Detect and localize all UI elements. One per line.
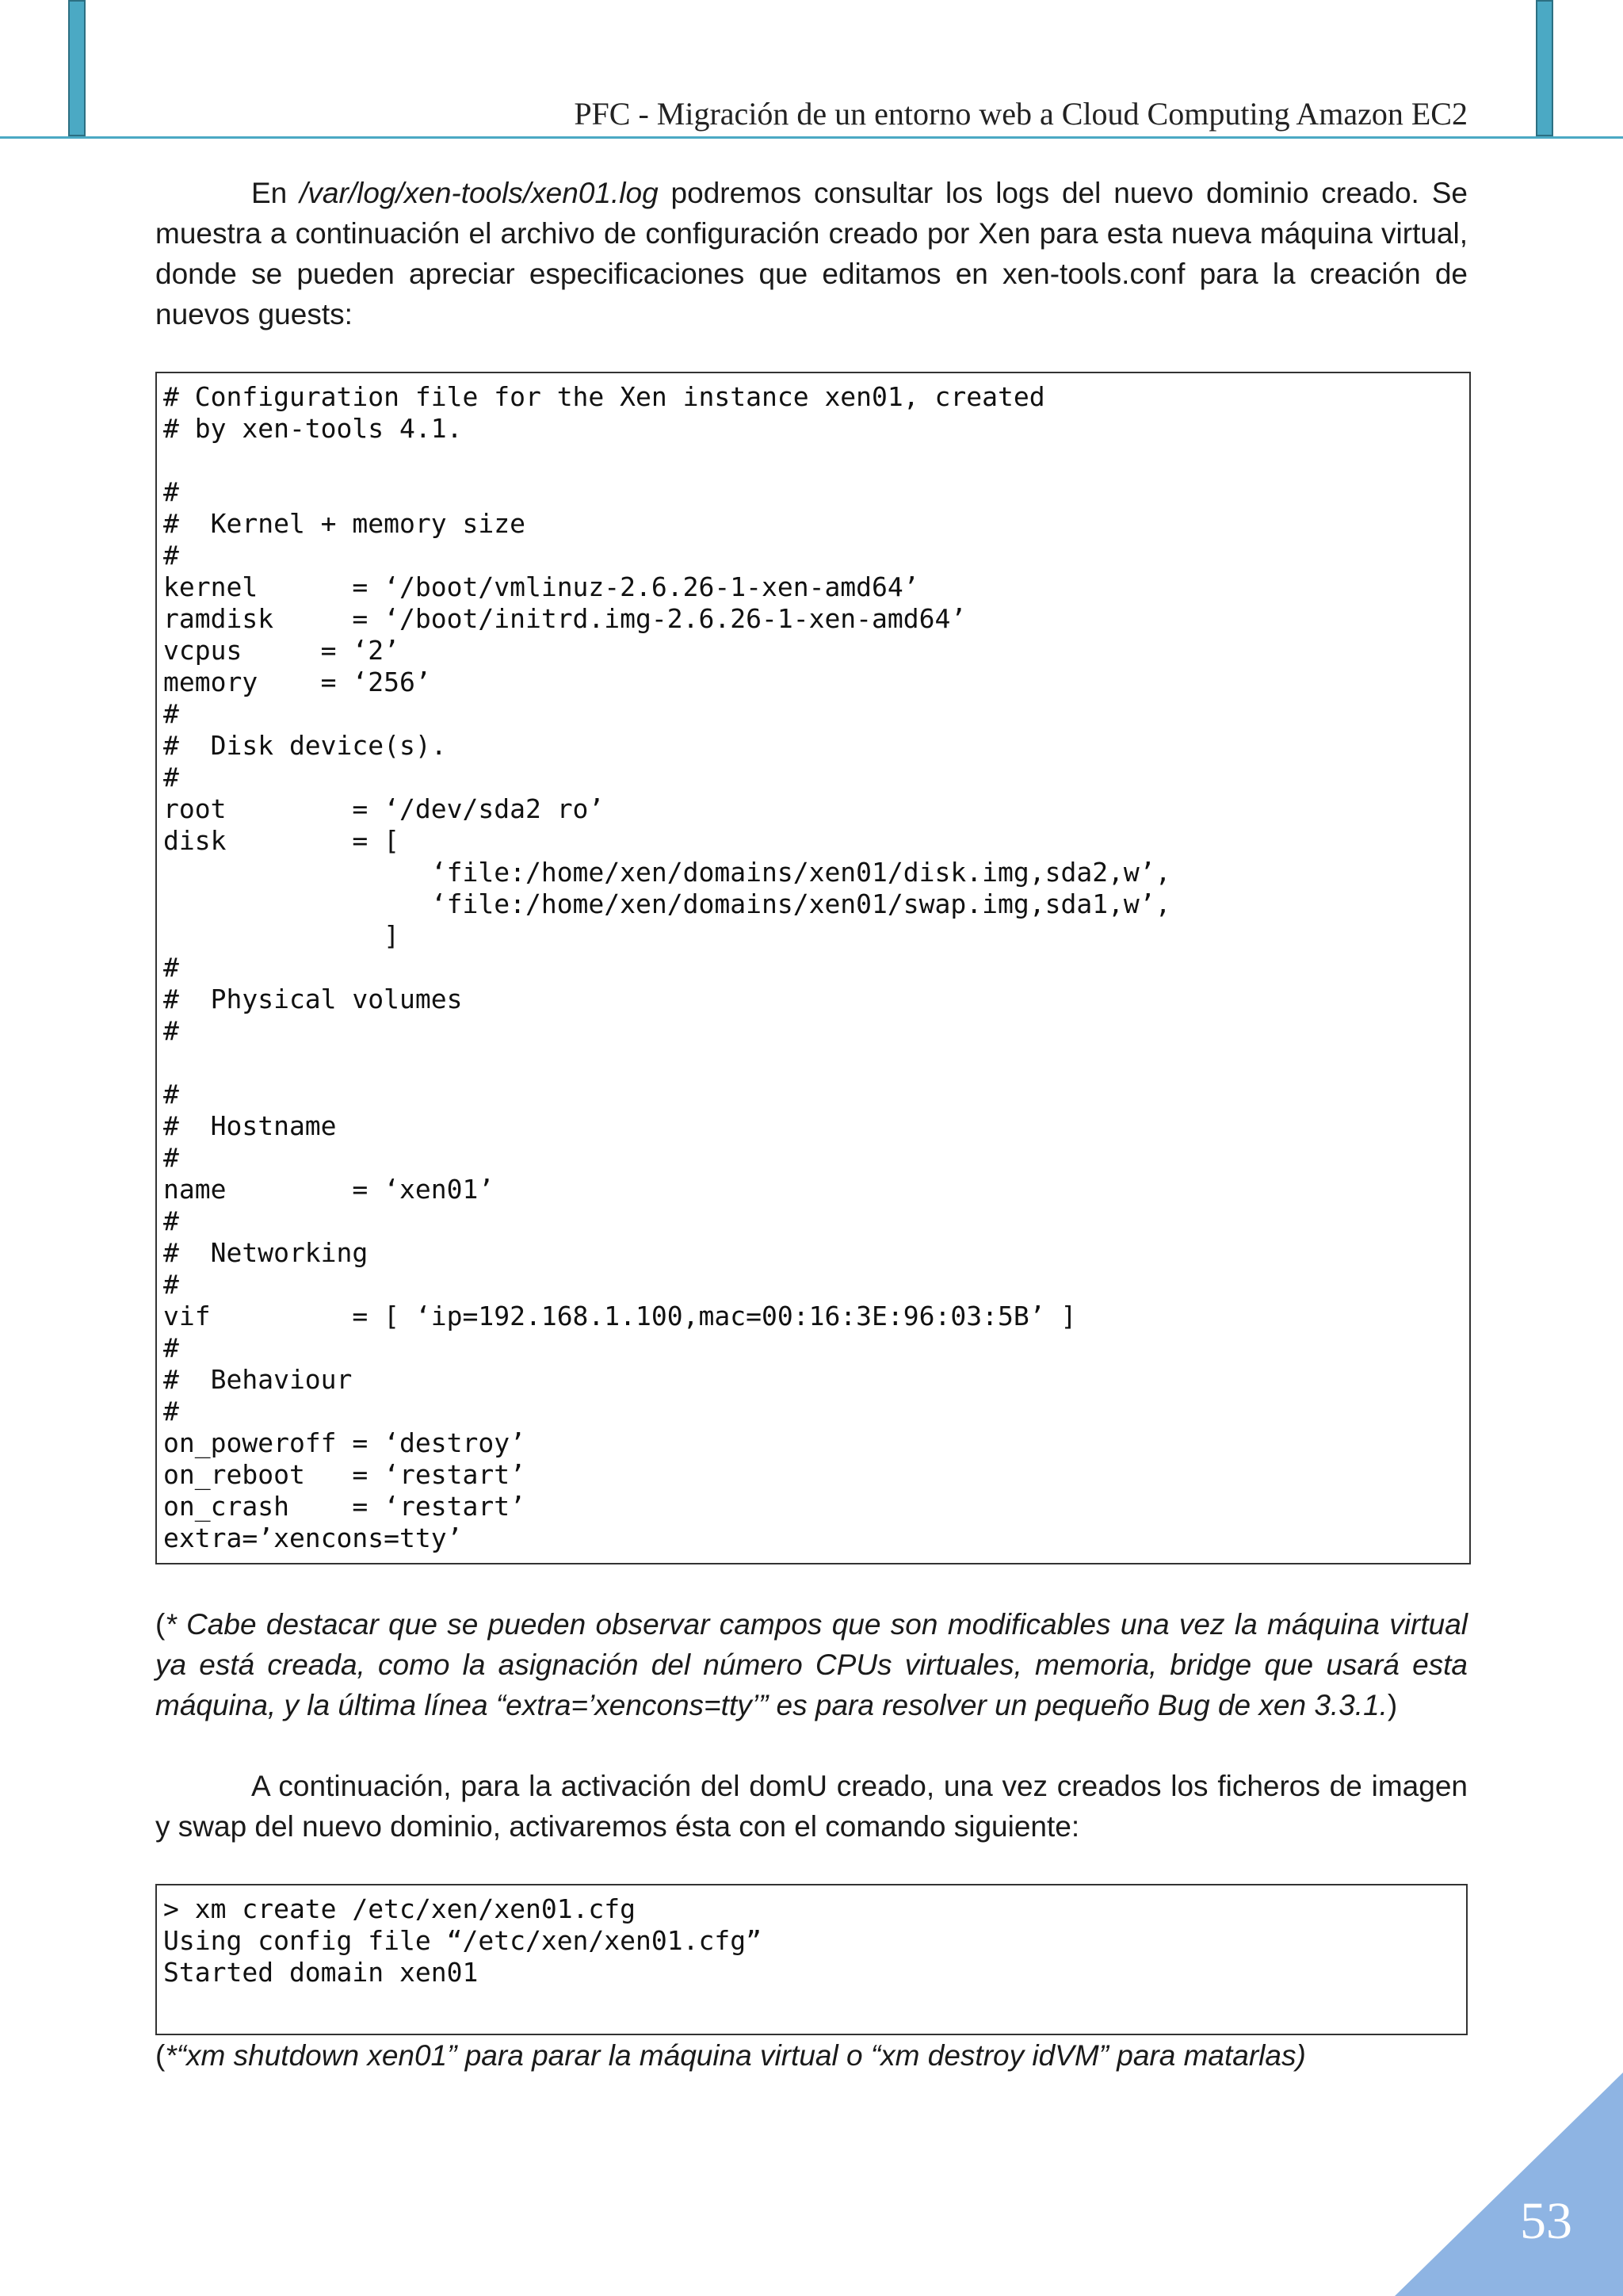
header-tab-right <box>1536 0 1553 136</box>
shutdown-note-text: *“xm shutdown xen01” para parar la máquina virtual o “xm destroy idVM” para matarlas) <box>165 2039 1306 2072</box>
note-paragraph <box>155 1604 1468 1725</box>
page-number: 53 <box>1520 2192 1572 2250</box>
command-code-block <box>155 1884 1468 2035</box>
note-open-paren: ( <box>155 1608 166 1641</box>
running-title: PFC - Migración de un entorno web a Cloud Computing Amazon EC2 <box>574 96 1468 132</box>
activation-paragraph: A continuación, para la activación del domU creado, una vez creados los ficheros de imagen y swap del nuevo dominio, activaremos ésta con el comando siguiente: <box>155 1770 1468 1843</box>
note-close-paren: ) <box>1387 1689 1398 1721</box>
header-tab-left <box>68 0 86 136</box>
header-rule <box>0 136 1623 139</box>
page-corner-triangle <box>1395 2073 1623 2296</box>
config-code: # Configuration file for the Xen instance xen01, created # by xen-tools 4.1. # # Kernel + memory size # kernel = ‘/boot/vmlinuz-2.6.26-1-xen-amd64’ ramdisk = ‘/boot/initrd.img-2.6.26-1-xen-amd64’ vcpus = ‘2’ memory = ‘256’ # # Disk device(s). # root = ‘/dev/sda2 ro’ disk = [ ‘file:/home/xen/domains/xen01/disk.img,sda2,w’, ‘file:/home/xen/domains/xen01/swap.img,sda1,w’, ] # # Physical volumes # # # Hostname # name = ‘xen01’ # # Networking # vif = [ ‘ip=192.168.1.100,mac=00:16:3E:96:03:5B’ ] # # Behaviour # on_poweroff = ‘destroy’ on_reboot = ‘restart’ on_crash = ‘restart’ extra=’xencons=tty’ <box>163 381 1171 1553</box>
shutdown-note-open-paren: ( <box>155 2039 166 2072</box>
log-path: /var/log/xen-tools/xen01.log <box>300 177 659 209</box>
intro-text: podremos consultar los logs del nuevo dominio creado. Se muestra a continuación el archivo de configuración creado por Xen para esta nueva máquina virtual, donde se pueden apreciar especificaciones que editamos en xen-tools.conf para la creación de nuevos guests: <box>155 177 1468 330</box>
note-text: * Cabe destacar que se pueden observar campos que son modificables una vez la máquina virtual ya está creada, como la asignación del número CPUs virtuales, memoria, bridge que usará esta máquina, y la última línea “extra=’xencons=tty’” es para resolver un pequeño Bug de xen 3.3.1. <box>155 1608 1468 1721</box>
intro-paragraph <box>155 173 1468 334</box>
shutdown-note <box>155 2035 1468 2076</box>
intro-lead: En <box>251 177 300 209</box>
command-code: > xm create /etc/xen/xen01.cfg Using config file “/etc/xen/xen01.cfg” Started domain xen01 <box>163 1893 762 1988</box>
config-code-block <box>155 372 1471 1564</box>
